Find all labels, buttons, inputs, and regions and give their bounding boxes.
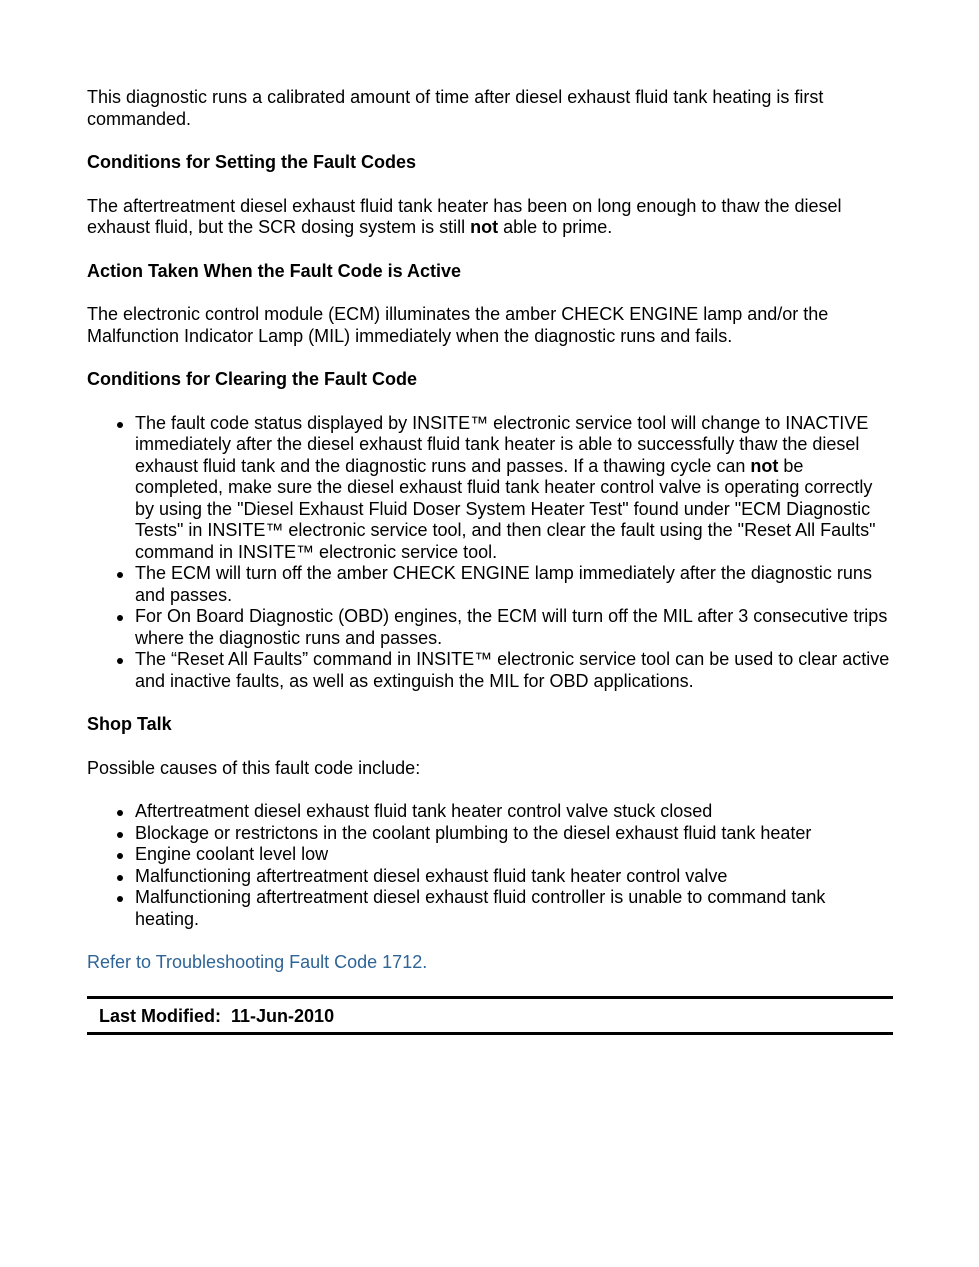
list-item: For On Board Diagnostic (OBD) engines, the ECM will turn off the MIL after 3 consecutive trips where the diagnostic runs and passes. bbox=[135, 606, 893, 649]
emphasis-not: not bbox=[750, 455, 779, 476]
last-modified-footer bbox=[87, 996, 893, 1036]
emphasis-not: not bbox=[470, 217, 499, 237]
document-page bbox=[87, 87, 893, 1035]
heading-clearing-conditions: Conditions for Clearing the Fault Code bbox=[87, 369, 417, 389]
list-item: Engine coolant level low bbox=[135, 844, 893, 866]
heading-shop-talk: Shop Talk bbox=[87, 714, 172, 734]
list-item: Malfunctioning aftertreatment diesel exhaust fluid tank heater control valve bbox=[135, 866, 893, 888]
heading-action-taken: Action Taken When the Fault Code is Active bbox=[87, 260, 462, 281]
heading-setting-conditions: Conditions for Setting the Fault Codes bbox=[87, 152, 416, 172]
setting-conditions-paragraph: The aftertreatment diesel exhaust fluid tank heater has been on long enough to thaw the diesel exhaust fluid, but the SCR dosing system is still not able to prime. bbox=[87, 195, 842, 237]
list-item: The ECM will turn off the amber CHECK ENGINE lamp immediately after the diagnostic runs and passes. bbox=[135, 563, 893, 606]
list-item: The “Reset All Faults” command in INSITE™ electronic service tool can be used to clear active and inactive faults, as well as extinguish the MIL for OBD applications. bbox=[135, 649, 893, 692]
reference-paragraph bbox=[87, 952, 893, 974]
troubleshooting-link[interactable]: Refer to Troubleshooting Fault Code 1712. bbox=[87, 952, 428, 972]
possible-causes-list bbox=[87, 801, 893, 930]
list-item: The fault code status displayed by INSITE™ electronic service tool will change to INACTIVE immediately after the diesel exhaust fluid tank heater is able to successfully thaw the diesel exhaust fluid tank and the diagnostic runs and passes. If a thawing cycle can not be completed, make sure the diesel exhaust fluid tank heater control valve is operating correctly by using the "Diesel Exhaust Fluid Doser System Heater Test" found under "ECM Diagnostic Tests" in INSITE™ electronic service tool, and then clear the fault using the "Reset All Faults" command in INSITE™ electronic service tool. bbox=[135, 413, 893, 564]
clearing-conditions-list bbox=[87, 413, 893, 693]
action-taken-paragraph: The electronic control module (ECM) illuminates the amber CHECK ENGINE lamp and/or the Malfunction Indicator Lamp (MIL) immediately when the diagnostic runs and fails. bbox=[87, 304, 829, 346]
intro-paragraph: This diagnostic runs a calibrated amount of time after diesel exhaust fluid tank heating is first commanded. bbox=[87, 87, 824, 129]
shop-talk-intro: Possible causes of this fault code include: bbox=[87, 757, 421, 778]
last-modified-label: Last Modified: bbox=[99, 1005, 221, 1026]
list-item: Aftertreatment diesel exhaust fluid tank heater control valve stuck closed bbox=[135, 801, 893, 823]
last-modified-date: 11-Jun-2010 bbox=[231, 1005, 335, 1026]
list-item: Blockage or restrictons in the coolant plumbing to the diesel exhaust fluid tank heater bbox=[135, 823, 893, 845]
list-item: Malfunctioning aftertreatment diesel exhaust fluid controller is unable to command tank heating. bbox=[135, 887, 893, 930]
